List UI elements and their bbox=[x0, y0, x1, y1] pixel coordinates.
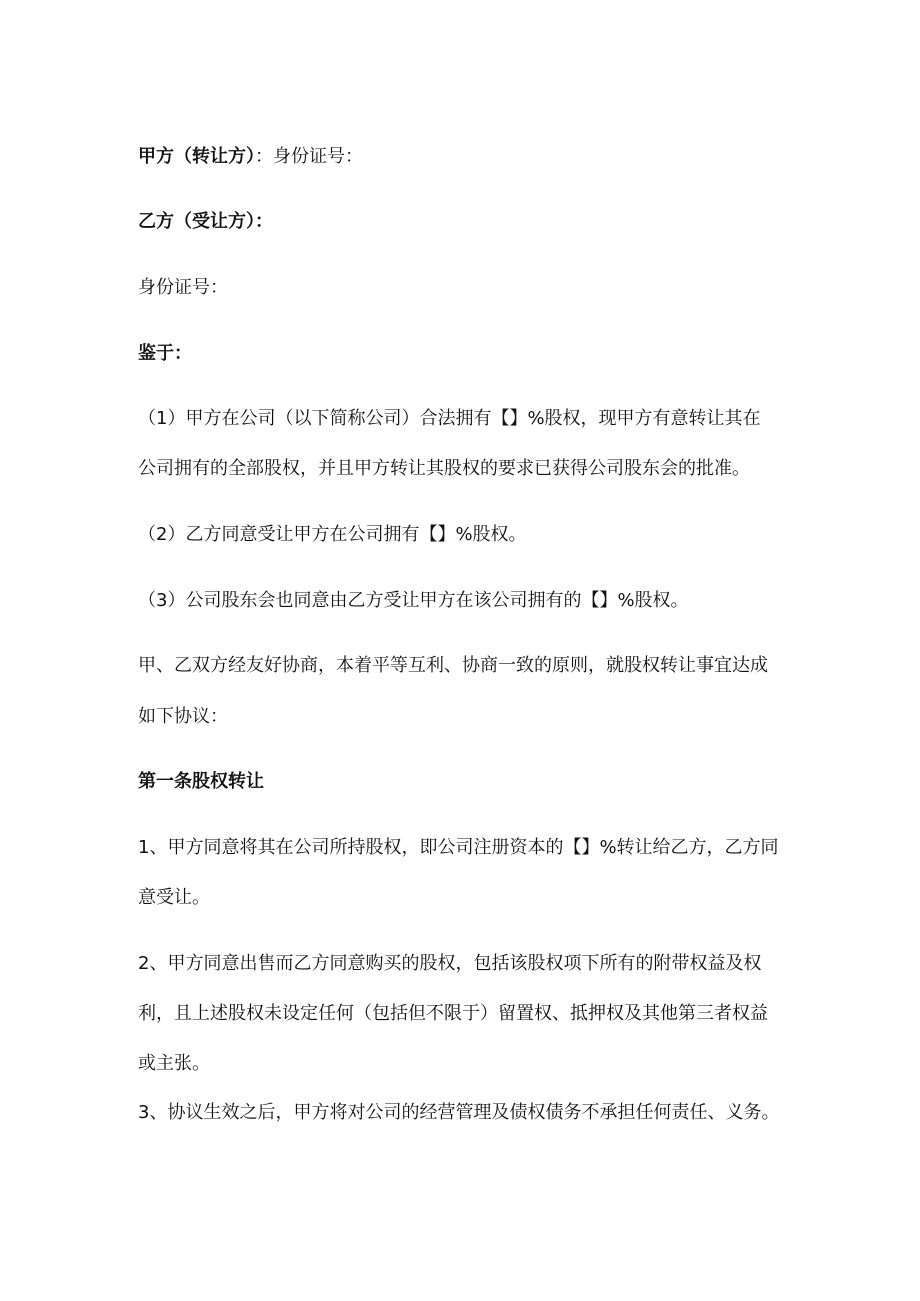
whereas-heading: 鉴于： bbox=[138, 343, 192, 364]
clause-1-line-2: 意受让。 bbox=[138, 887, 210, 908]
party-a-label: 甲方（转让方） bbox=[138, 146, 255, 167]
recital-2: （2）乙方同意受让甲方在公司拥有【】%股权。 bbox=[138, 524, 527, 545]
party-b-label: 乙方（受让方）： bbox=[138, 211, 273, 232]
clause-2-line-2: 利，且上述股权未设定任何（包括但不限于）留置权、抵押权及其他第三者权益 bbox=[138, 1003, 768, 1024]
clause-3: 3、协议生效之后，甲方将对公司的经营管理及债权债务不承担任何责任、义务。 bbox=[138, 1102, 780, 1123]
agreement-intro-line-1: 甲、乙双方经友好协商，本着平等互利、协商一致的原则，就股权转让事宜达成 bbox=[138, 655, 768, 676]
party-a-id-label: ：身份证号： bbox=[255, 146, 363, 167]
recital-1-line-2: 公司拥有的全部股权，并且甲方转让其股权的要求已获得公司股东会的批准。 bbox=[138, 458, 750, 479]
clause-2-line-3: 或主张。 bbox=[138, 1053, 210, 1074]
recital-3: （3）公司股东会也同意由乙方受让甲方在该公司拥有的【】%股权。 bbox=[138, 590, 689, 611]
clause-2-line-1: 2、甲方同意出售而乙方同意购买的股权，包括该股权项下所有的附带权益及权 bbox=[138, 953, 762, 974]
article-1-title: 第一条股权转让 bbox=[138, 771, 264, 792]
clause-1-line-1: 1、甲方同意将其在公司所持股权，即公司注册资本的【】%转让给乙方，乙方同 bbox=[138, 837, 779, 858]
recital-1-line-1: （1）甲方在公司（以下简称公司）合法拥有【】%股权，现甲方有意转让其在 bbox=[138, 408, 761, 429]
party-b-id-label: 身份证号： bbox=[138, 277, 228, 298]
party-a-line bbox=[138, 140, 363, 173]
agreement-intro-line-2: 如下协议： bbox=[138, 706, 228, 727]
